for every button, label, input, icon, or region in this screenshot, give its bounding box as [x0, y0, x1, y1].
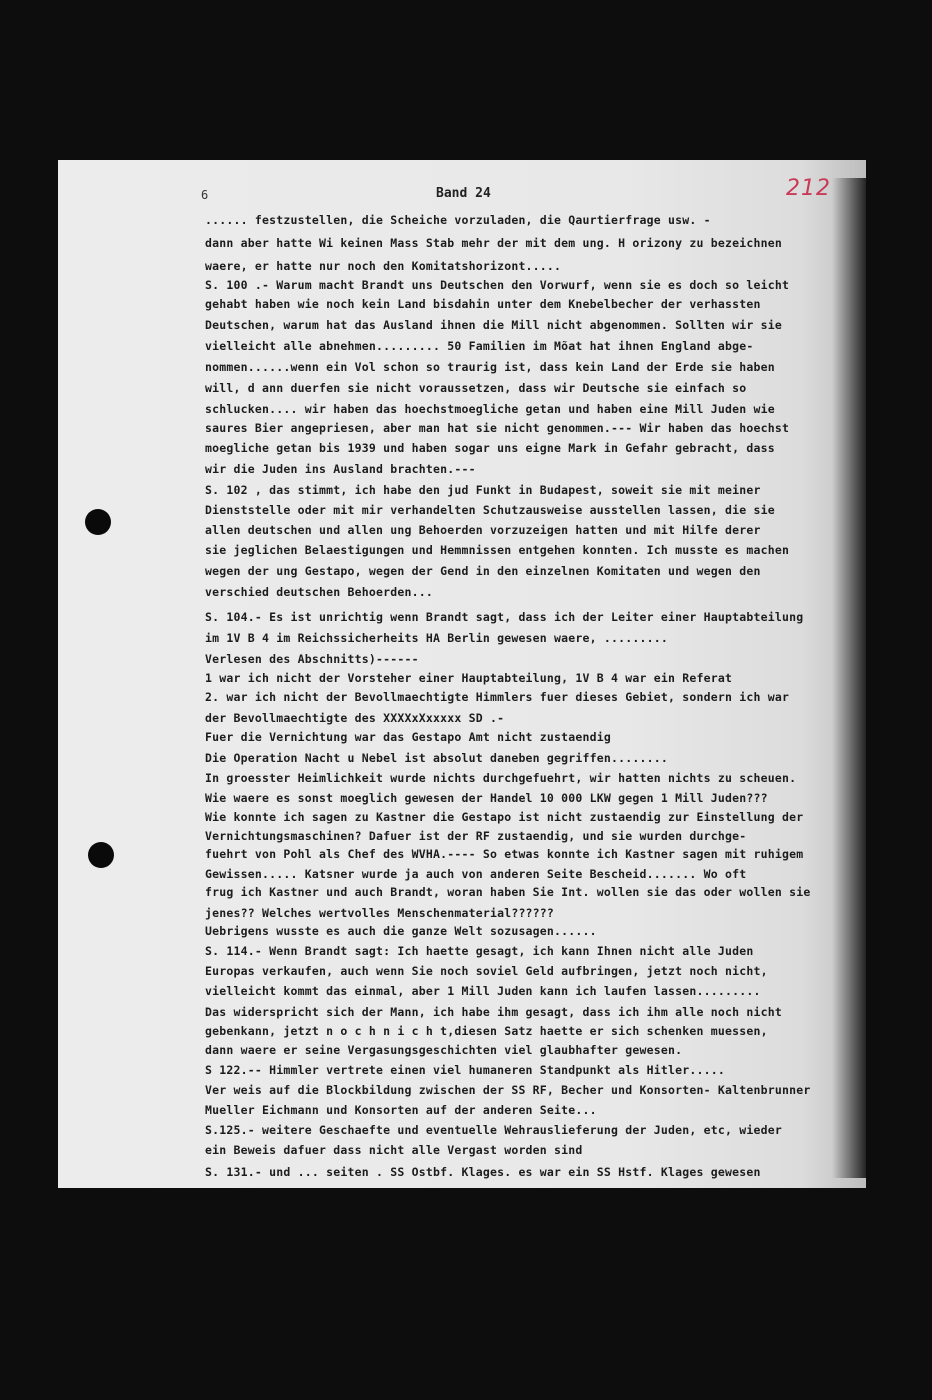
text-line: nommen......wenn ein Vol schon so traurig ist, dass kein Land der Erde sie haben	[205, 360, 775, 374]
text-line: Uebrigens wusste es auch die ganze Welt sozusagen......	[205, 924, 597, 938]
text-line: Dienststelle oder mit mir verhandelten Schutzausweise ausstellen lassen, die sie	[205, 503, 775, 517]
text-line: schlucken.... wir haben das hoechstmoegliche getan und haben eine Mill Juden wie	[205, 402, 775, 416]
text-line: S. 114.- Wenn Brandt sagt: Ich haette gesagt, ich kann Ihnen nicht alle Juden	[205, 944, 754, 958]
page-number: 6	[201, 188, 209, 202]
text-line: ...... festzustellen, die Scheiche vorzuladen, die Qaurtierfrage usw. -	[205, 213, 711, 227]
text-line: Das widerspricht sich der Mann, ich habe ihm gesagt, dass ich ihm alle noch nicht	[205, 1005, 783, 1019]
text-line: allen deutschen und allen ung Behoerden vorzuzeigen hatten und mit Hilfe derer	[205, 523, 761, 537]
text-line: jenes?? Welches wertvolles Menschenmaterial??????	[205, 906, 555, 920]
punch-hole	[85, 509, 111, 535]
text-line: gehabt haben wie noch kein Land bisdahin unter dem Knebelbecher der verhassten	[205, 297, 761, 311]
text-line: der Bevollmaechtigte des XXXXxXxxxxx SD .-	[205, 711, 505, 725]
text-line: Ver weis auf die Blockbildung zwischen der SS RF, Becher und Konsorten- Kaltenbrunner	[205, 1083, 811, 1097]
text-line: S.125.- weitere Geschaefte und eventuelle Wehrauslieferung der Juden, etc, wieder	[205, 1123, 783, 1137]
text-line: sie jeglichen Belaestigungen und Hemmnissen entgehen konnten. Ich musste es machen	[205, 543, 790, 557]
text-line: dann waere er seine Vergasungsgeschichten viel glaubhafter gewesen.	[205, 1043, 683, 1057]
text-line: S. 131.- und ... seiten . SS Ostbf. Klages. es war ein SS Hstf. Klages gewesen	[205, 1165, 761, 1179]
text-line: S. 104.- Es ist unrichtig wenn Brandt sagt, dass ich der Leiter einer Hauptabteilung	[205, 610, 804, 624]
text-line: frug ich Kastner und auch Brandt, woran haben Sie Int. wollen sie das oder wollen sie	[205, 885, 811, 899]
page-edge-shadow	[832, 178, 866, 1178]
text-line: S 122.-- Himmler vertrete einen viel humaneren Standpunkt als Hitler.....	[205, 1063, 726, 1077]
text-line: fuehrt von Pohl als Chef des WVHA.---- So etwas konnte ich Kastner sagen mit ruhigem	[205, 847, 804, 861]
text-line: In groesster Heimlichkeit wurde nichts durchgefuehrt, wir hatten nichts zu scheuen.	[205, 771, 797, 785]
text-line: vielleicht kommt das einmal, aber 1 Mill Juden kann ich laufen lassen.........	[205, 984, 761, 998]
volume-heading: Band 24	[436, 186, 491, 201]
text-line: Wie konnte ich sagen zu Kastner die Gestapo ist nicht zustaendig zur Einstellung der	[205, 810, 804, 824]
text-line: gebenkann, jetzt n o c h n i c h t,diesen Satz haette er sich schenken muessen,	[205, 1024, 768, 1038]
text-line: saures Bier angepriesen, aber man hat sie nicht genommen.--- Wir haben das hoechst	[205, 421, 790, 435]
text-line: Verlesen des Abschnitts)------	[205, 652, 419, 666]
text-line: Deutschen, warum hat das Ausland ihnen die Mill nicht abgenommen. Sollten wir sie	[205, 318, 783, 332]
text-line: Europas verkaufen, auch wenn Sie noch soviel Geld aufbringen, jetzt noch nicht,	[205, 964, 768, 978]
text-line: 1 war ich nicht der Vorsteher einer Hauptabteilung, 1V B 4 war ein Referat	[205, 671, 733, 685]
text-line: 2. war ich nicht der Bevollmaechtigte Himmlers fuer dieses Gebiet, sondern ich war	[205, 690, 790, 704]
text-line: wegen der ung Gestapo, wegen der Gend in den einzelnen Komitaten und wegen den	[205, 564, 761, 578]
text-line: S. 100 .- Warum macht Brandt uns Deutschen den Vorwurf, wenn sie es doch so leicht	[205, 278, 790, 292]
punch-hole	[88, 842, 114, 868]
text-line: wir die Juden ins Ausland brachten.---	[205, 462, 476, 476]
text-line: Wie waere es sonst moeglich gewesen der Handel 10 000 LKW gegen 1 Mill Juden???	[205, 791, 768, 805]
text-line: verschied deutschen Behoerden...	[205, 585, 433, 599]
text-line: ein Beweis dafuer dass nicht alle Vergast worden sind	[205, 1143, 583, 1157]
text-line: waere, er hatte nur noch den Komitatshorizont.....	[205, 259, 562, 273]
text-line: im 1V B 4 im Reichssicherheits HA Berlin gewesen waere, .........	[205, 631, 669, 645]
text-line: moegliche getan bis 1939 und haben sogar uns eigne Mark in Gefahr gebracht, dass	[205, 441, 775, 455]
text-line: Die Operation Nacht u Nebel ist absolut daneben gegriffen........	[205, 751, 669, 765]
text-line: Fuer die Vernichtung war das Gestapo Amt nicht zustaendig	[205, 730, 612, 744]
text-line: vielleicht alle abnehmen......... 50 Familien im Mõat hat ihnen England abge-	[205, 339, 754, 353]
archive-stamp-number: 212	[786, 176, 831, 201]
text-line: S. 102 , das stimmt, ich habe den jud Funkt in Budapest, soweit sie mit meiner	[205, 483, 761, 497]
text-line: Vernichtungsmaschinen? Dafuer ist der RF zustaendig, und sie wurden durchge-	[205, 829, 747, 843]
text-line: Gewissen..... Katsner wurde ja auch von anderen Seite Bescheid....... Wo oft	[205, 867, 747, 881]
text-line: Mueller Eichmann und Konsorten auf der anderen Seite...	[205, 1103, 597, 1117]
text-line: dann aber hatte Wi keinen Mass Stab mehr der mit dem ung. H orizony zu bezeichnen	[205, 236, 783, 250]
text-line: will, d ann duerfen sie nicht voraussetzen, dass wir Deutsche sie einfach so	[205, 381, 747, 395]
